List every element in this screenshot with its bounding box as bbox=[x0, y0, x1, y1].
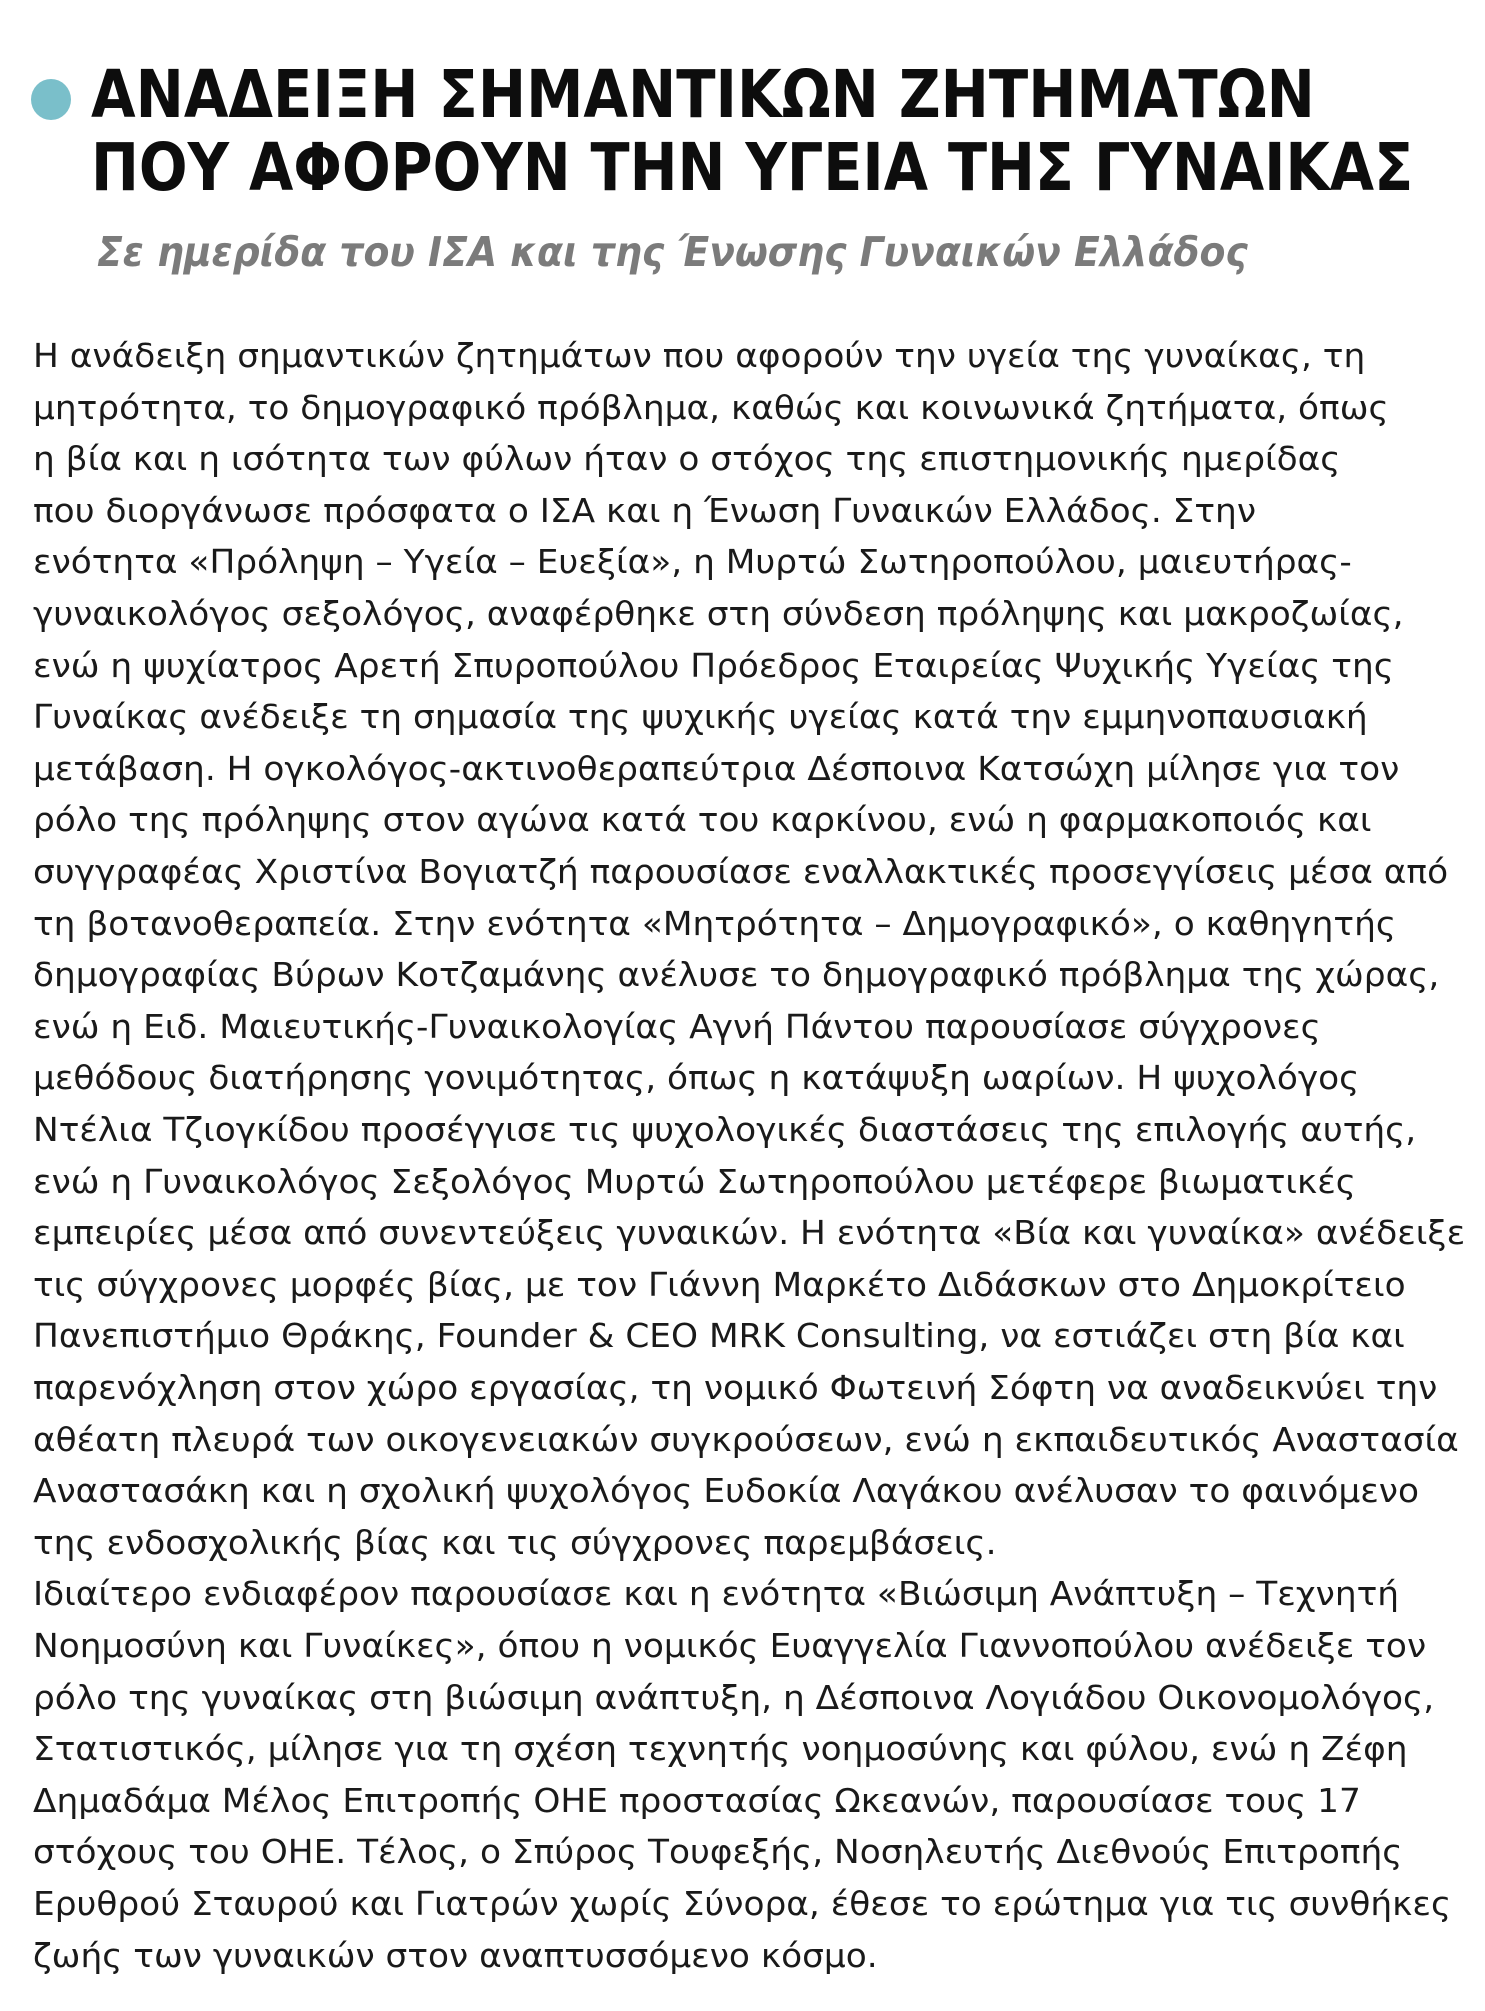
body-text-line: γυναικολόγος σεξολόγος, αναφέρθηκε στη σύνδεση πρόληψης και μακροζωίας, bbox=[33, 594, 1404, 633]
body-text-line: ρόλο της γυναίκας στη βιώσιμη ανάπτυξη, η Δέσποινα Λογιάδου Οικονομολόγος, bbox=[33, 1677, 1435, 1717]
body-text-line: που διοργάνωσε πρόσφατα ο ΙΣΑ και η Ένωση Γυναικών Ελλάδος. Στην bbox=[33, 490, 1257, 530]
body-text-line: Η ανάδειξη σημαντικών ζητημάτων που αφορούν την υγεία της γυναίκας, τη bbox=[33, 336, 1366, 375]
body-text-line: μετάβαση. Η ογκολόγος-ακτινοθεραπεύτρια Δέσποινα Κατσώχη μίλησε για τον bbox=[33, 748, 1400, 788]
body-text-line: Αναστασάκη και η σχολική ψυχολόγος Ευδοκία Λαγάκου ανέλυσαν το φαινόμενο bbox=[33, 1471, 1419, 1511]
headline-line-2: ΠΟΥ ΑΦΟΡΟΥΝ ΤΗΝ ΥΓΕΙΑ ΤΗΣ ΓΥΝΑΙΚΑΣ bbox=[91, 129, 1414, 206]
body-text-line: ζωής των γυναικών στον αναπτυσσόμενο κόσμο. bbox=[33, 1935, 878, 1975]
body-text-line: μητρότητα, το δημογραφικό πρόβλημα, καθώς και κοινωνικά ζητήματα, όπως bbox=[33, 387, 1389, 427]
body-text-line: ενότητα «Πρόληψη – Υγεία – Ευεξία», η Μυρτώ Σωτηροπούλου, μαιευτήρας- bbox=[33, 542, 1352, 582]
body-text-line: τις σύγχρονες μορφές βίας, με τον Γιάννη Μαρκέτο Διδάσκων στο Δημοκρίτειο bbox=[33, 1264, 1406, 1304]
body-text-line: Πανεπιστήμιο Θράκης, Founder & CEO MRK Consulting, να εστιάζει στη βία και bbox=[33, 1316, 1405, 1356]
body-text-line: της ενδοσχολικής βίας και τις σύγχρονες παρεμβάσεις. bbox=[33, 1522, 997, 1562]
body-text-line: ενώ η Ειδ. Μαιευτικής-Γυναικολογίας Αγνή Πάντου παρουσίασε σύγχρονες bbox=[33, 1006, 1321, 1046]
body-text-line: αθέατη πλευρά των οικογενειακών συγκρούσεων, ενώ η εκπαιδευτικός Αναστασία bbox=[33, 1419, 1459, 1459]
body-text-line: ρόλο της πρόληψης στον αγώνα κατά του καρκίνου, ενώ η φαρμακοποιός και bbox=[33, 800, 1372, 840]
body-text-line: Νοημοσύνη και Γυναίκες», όπου η νομικός Ευαγγελία Γιαννοπούλου ανέδειξε τον bbox=[33, 1626, 1427, 1665]
body-text-line: συγγραφέας Χριστίνα Βογιατζή παρουσίασε εναλλακτικές προσεγγίσεις μέσα από bbox=[33, 852, 1449, 891]
body-text-line: τη βοτανοθεραπεία. Στην ενότητα «Μητρότητα – Δημογραφικό», ο καθηγητής bbox=[33, 903, 1397, 943]
body-text-line: Ιδιαίτερο ενδιαφέρον παρουσίασε και η ενότητα «Βιώσιμη Ανάπτυξη – Τεχνητή bbox=[33, 1574, 1400, 1614]
body-text-line: ενώ η Γυναικολόγος Σεξολόγος Μυρτώ Σωτηροπούλου μετέφερε βιωματικές bbox=[33, 1161, 1356, 1201]
body-text-line: Στατιστικός, μίλησε για τη σχέση τεχνητής νοημοσύνης και φύλου, ενώ η Ζέφη bbox=[33, 1729, 1408, 1769]
body-text-line: η βία και η ισότητα των φύλων ήταν ο στόχος της επιστημονικής ημερίδας bbox=[33, 439, 1341, 479]
subheadline: Σε ημερίδα του ΙΣΑ και της Ένωσης Γυναικών Ελλάδος bbox=[97, 228, 1248, 276]
body-text-line: μεθόδους διατήρησης γονιμότητας, όπως η κατάψυξη ωαρίων. Η ψυχολόγος bbox=[33, 1058, 1360, 1098]
body-text-line: παρενόχληση στον χώρο εργασίας, τη νομικό Φωτεινή Σόφτη να αναδεικνύει την bbox=[33, 1368, 1438, 1407]
article-body bbox=[33, 0, 1473, 2011]
body-text-line: Γυναίκας ανέδειξε τη σημασία της ψυχικής υγείας κατά την εμμηνοπαυσιακή bbox=[33, 697, 1368, 737]
headline-line-1: ΑΝΑΔΕΙΞΗ ΣΗΜΑΝΤΙΚΩΝ ΖΗΤΗΜΑΤΩΝ bbox=[91, 56, 1315, 133]
body-text-line: δημογραφίας Βύρων Κοτζαμάνης ανέλυσε το δημογραφικό πρόβλημα της χώρας, bbox=[33, 955, 1440, 995]
body-text-line: ενώ η ψυχίατρος Αρετή Σπυροπούλου Πρόεδρος Εταιρείας Ψυχικής Υγείας της bbox=[33, 645, 1394, 685]
body-text-line: εμπειρίες μέσα από συνεντεύξεις γυναικών. Η ενότητα «Βία και γυναίκα» ανέδειξε bbox=[33, 1213, 1466, 1253]
body-text-line: Ερυθρού Σταυρού και Γιατρών χωρίς Σύνορα, έθεσε το ερώτημα για τις συνθήκες bbox=[33, 1884, 1452, 1923]
body-text-line: Ντέλια Τζιογκίδου προσέγγισε τις ψυχολογικές διαστάσεις της επιλογής αυτής, bbox=[33, 1110, 1417, 1149]
body-text-line: στόχους του ΟΗΕ. Τέλος, ο Σπύρος Τουφεξής, Νοσηλευτής Διεθνούς Επιτροπής bbox=[33, 1832, 1403, 1872]
body-text-line: Δημαδάμα Μέλος Επιτροπής ΟΗΕ προστασίας Ωκεανών, παρουσίασε τους 17 bbox=[33, 1780, 1361, 1820]
